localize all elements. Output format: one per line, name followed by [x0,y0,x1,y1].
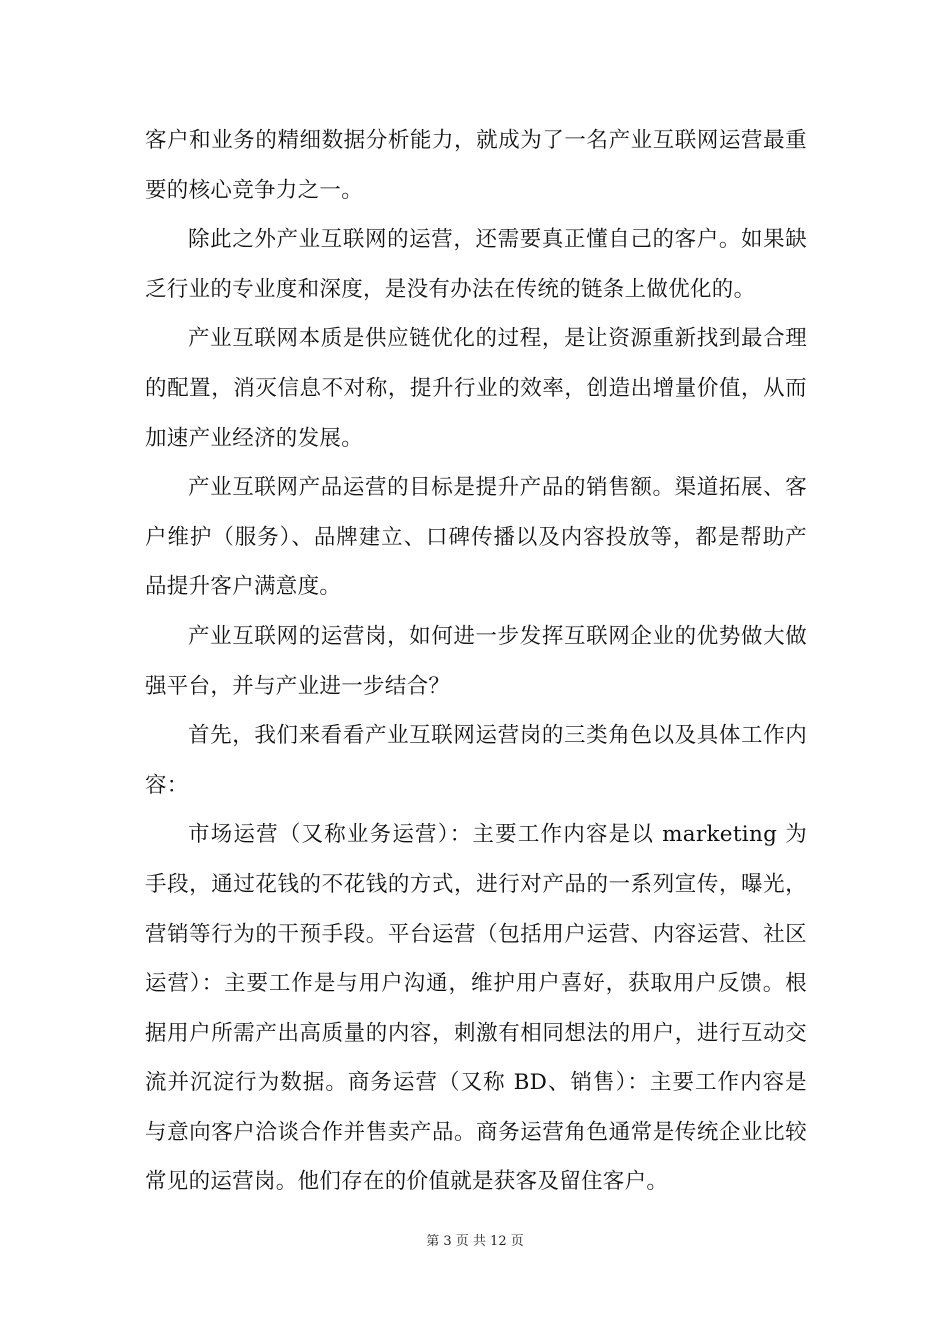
page-footer [0,1233,950,1251]
paragraph: 产业互联网的运营岗，如何进一步发挥互联网企业的优势做大做强平台，并与产业进一步结合？ [145,623,807,699]
document-body [145,116,807,1207]
paragraph-roles: 市场运营（又称业务运营）：主要工作内容是以 marketing 为手段，通过花钱的不花钱的方式，进行对产品的一系列宣传，曝光，营销等行为的干预手段。平台运营（包括用户运营、内容运营、社区运营）：主要工作是与用户沟通，维护用户喜好，获取用户反馈。根据用户所需产出高质量的内容，刺激有相同想法的用户，进行互动交流并沉淀行为数据。商务运营（又称 BD、销售）：主要工作内容是与意向客户洽谈合作并售卖产品。商务运营角色通常是传统企业比较常见的运营岗。他们存在的价值就是获客及留住客户。 [145,822,807,1195]
paragraph: 首先，我们来看看产业互联网运营岗的三类角色以及具体工作内容： [145,723,807,798]
paragraph: 产业互联网本质是供应链优化的过程，是让资源重新找到最合理的配置，消灭信息不对称，提升行业的效率，创造出增量价值，从而加速产业经济的发展。 [145,326,807,451]
page-number-label: 第 3 页 共 12 页 [426,1234,524,1249]
paragraph: 产业互联网产品运营的目标是提升产品的销售额。渠道拓展、客户维护（服务）、品牌建立、口碑传播以及内容投放等，都是帮助产品提升客户满意度。 [145,475,807,600]
paragraph: 除此之外产业互联网的运营，还需要真正懂自己的客户。如果缺乏行业的专业度和深度，是没有办法在传统的链条上做优化的。 [145,227,807,302]
paragraph-continued: 客户和业务的精细数据分析能力，就成为了一名产业互联网运营最重要的核心竞争力之一。 [145,128,807,203]
